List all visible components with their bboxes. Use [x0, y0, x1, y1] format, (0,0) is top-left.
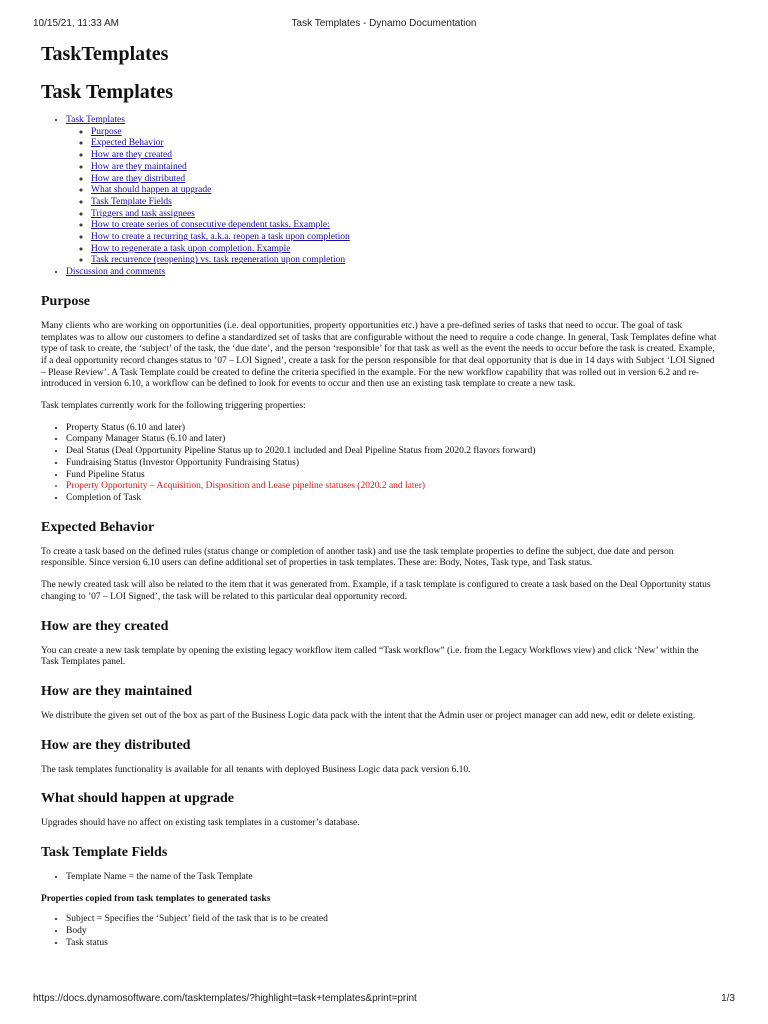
list-item: • Deal Status (Deal Opportunity Pipeline Status up to 2020.1 included and Deal Pipeline Status from 2020.2 flavors forward) [66, 446, 717, 458]
toc-item [91, 244, 717, 256]
list-item: • Fund Pipeline Status [66, 470, 717, 482]
toc-item [91, 197, 717, 209]
toc-item [91, 232, 717, 244]
toc-link-triggers[interactable]: Triggers and task assignees [91, 208, 195, 219]
toc-link-template-fields[interactable]: Task Template Fields [91, 196, 172, 207]
toc-link-purpose[interactable]: Purpose [91, 126, 122, 137]
purpose-triggers-intro: Task templates currently work for the following triggering properties: [41, 401, 306, 412]
toc-item [91, 185, 717, 197]
list-item: • Task status [66, 938, 717, 950]
heading-how-maintained: How are they maintained [41, 683, 193, 699]
heading-purpose: Purpose [41, 293, 90, 309]
distributed-paragraph: The task templates functionality is available for all tenants with deployed Business Logic data pack version 6.10. [41, 764, 471, 775]
properties-copied-subheading: Properties copied from task templates to generated tasks [41, 893, 271, 904]
print-footer [33, 993, 735, 1007]
toc-item [91, 150, 717, 162]
toc-item [66, 267, 717, 279]
print-url: https://docs.dynamosoftware.com/tasktemplates/?highlight=task+templates&print=print [33, 993, 417, 1004]
toc-item [91, 138, 717, 150]
list-item-highlighted: • Property Opportunity – Acquisition, Disposition and Lease pipeline statuses (2020.2 and later) [66, 481, 717, 493]
list-item: • Body [66, 926, 717, 938]
heading-how-distributed: How are they distributed [41, 737, 191, 753]
upgrade-paragraph: Upgrades should have no affect on existing task templates in a customer’s database. [41, 818, 360, 829]
toc-item [91, 174, 717, 186]
heading-upgrade: What should happen at upgrade [41, 791, 234, 807]
document-content [41, 40, 717, 960]
trigger-properties-list [41, 423, 717, 505]
print-header [33, 18, 735, 32]
expected-paragraph-1: To create a task based on the defined rules (status change or completion of another task) and use the task template properties to define the subject, due date and person responsible. Since version 6.10 users can define additional set of properties in task templates. These are: Body, Notes, Task type, and Task status. [41, 546, 674, 569]
toc-link-expected-behavior[interactable]: Expected Behavior [91, 138, 164, 149]
list-item: • Completion of Task [66, 493, 717, 505]
page-title: Task Templates [41, 81, 174, 103]
toc-link-regenerate-task[interactable]: How to regenerate a task upon completion. Example [91, 243, 291, 254]
toc-item [91, 255, 717, 267]
table-of-contents [41, 115, 717, 279]
print-page-number: 1/3 [721, 993, 735, 1004]
heading-template-fields: Task Template Fields [41, 845, 168, 861]
toc-link-how-distributed[interactable]: How are they distributed [91, 173, 186, 184]
toc-item [91, 162, 717, 174]
toc-link-task-templates[interactable]: Task Templates [66, 115, 125, 125]
toc-item [91, 127, 717, 139]
created-paragraph: You can create a new task template by opening the existing legacy workflow item called “Task workflow” (i.e. from the Legacy Workflows view) and click ‘New’ within the Task Templates panel. [41, 645, 699, 668]
heading-how-created: How are they created [41, 618, 169, 634]
expected-paragraph-2: The newly created task will also be related to the item that it was generated from. Example, if a task template is configured to create a task based on the Deal Opportunity status changing to ’07 – LOI Signed’, the task will be related to this particular deal opportunity record. [41, 580, 711, 602]
list-item: • Template Name = the name of the Task Template [66, 872, 717, 884]
toc-link-recurrence-vs-regeneration[interactable]: Task recurrence (reopening) vs. task regeneration upon completion [91, 255, 346, 266]
toc-link-how-maintained[interactable]: How are they maintained [91, 161, 187, 172]
toc-sublist [66, 127, 717, 267]
maintained-paragraph: We distribute the given set out of the box as part of the Business Logic data pack with the intent that the Admin user or project manager can add new, edit or delete existing. [41, 710, 696, 721]
toc-link-how-created[interactable]: How are they created [91, 150, 172, 161]
template-fields-list [41, 872, 717, 884]
copied-properties-list [41, 914, 717, 949]
list-item: • Subject = Specifies the ‘Subject’ field of the task that is to be created [66, 914, 717, 926]
toc-link-recurring-task[interactable]: How to create a recurring task, a.k.a. reopen a task upon completion [91, 232, 350, 243]
list-item: • Property Status (6.10 and later) [66, 423, 717, 435]
print-datetime: 10/15/21, 11:33 AM [33, 18, 119, 29]
toc-link-consecutive-tasks[interactable]: How to create series of consecutive dependent tasks. Example: [91, 220, 330, 231]
toc-item [91, 220, 717, 232]
toc-link-discussion[interactable]: Discussion and comments [66, 267, 166, 278]
list-item: • Fundraising Status (Investor Opportunity Fundraising Status) [66, 458, 717, 470]
list-item: • Company Manager Status (6.10 and later) [66, 434, 717, 446]
toc-link-upgrade[interactable]: What should happen at upgrade [91, 185, 212, 196]
toc-item [91, 209, 717, 221]
print-page-title: Task Templates - Dynamo Documentation [291, 18, 477, 29]
purpose-paragraph: Many clients who are working on opportunities (i.e. deal opportunities, property opportunities etc.) have a pre-defined series of tasks that need to occur. The goal of task templates was to allow our customers to define a standardized set of tasks that are configurable without the need to require a code change. In general, Task Templates define what type of task to create, the ‘subject’ of the task, the ‘due date’, and the person ‘responsible’ for that task as well as the event the needs to occur before the task is created. Example, if a deal opportunity record changes status to ’07 – LOI Signed’, create a task for the person responsible for that deal opportunity that is due in 14 days with Subject ‘LOI Signed – Please Review’. A Task Template could be created to define the criteria specified in the example. For the new workflow capability that was rolled out in version 6.2 and re-introduced in version 6.10, a workflow can be defined to look for events to occur and then use an existing task template to create a new task. [41, 320, 717, 390]
site-title: TaskTemplates [41, 43, 169, 65]
toc-item [66, 115, 717, 267]
heading-expected-behavior: Expected Behavior [41, 519, 155, 535]
